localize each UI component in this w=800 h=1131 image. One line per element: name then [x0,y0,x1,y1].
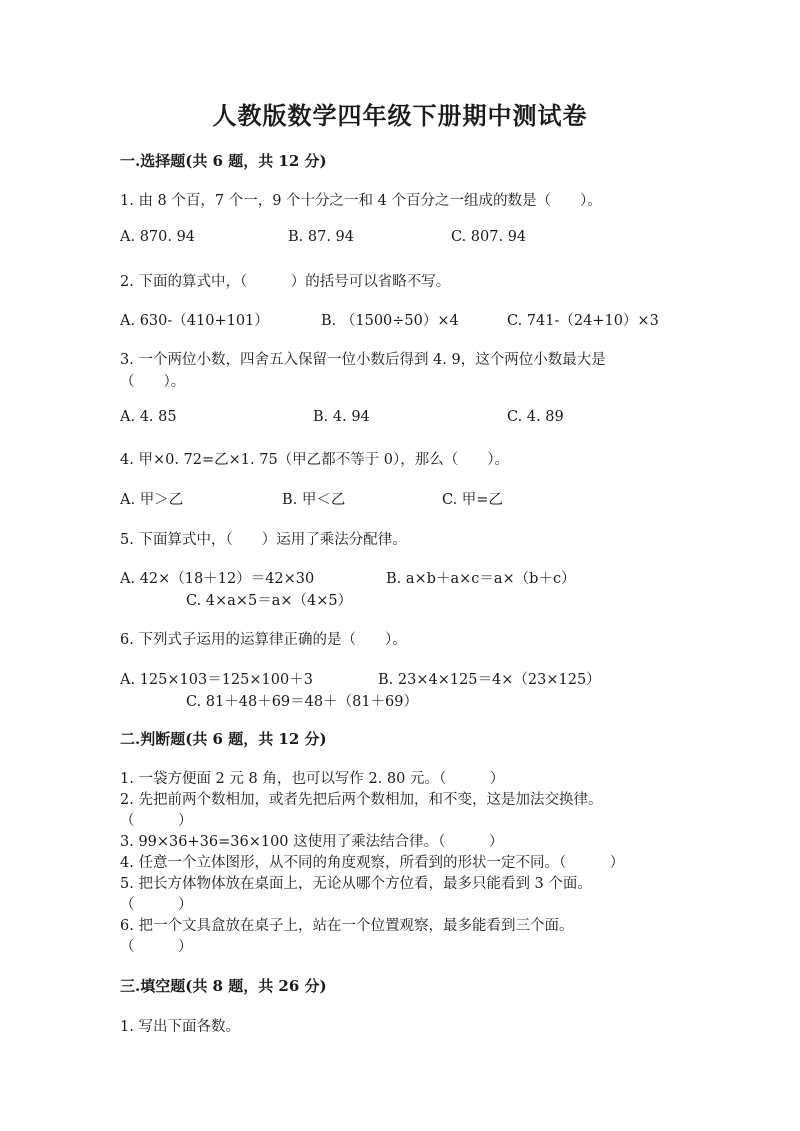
judgment-item-continued: （ ） [120,813,193,829]
option-c: C. 4. 89 [507,409,564,425]
option-a: A. 870. 94 [120,229,196,245]
option-b: B. （1500÷50）×4 [321,313,459,329]
option-c: C. 甲=乙 [442,492,503,508]
page-title: 人教版数学四年级下册期中测试卷 [212,101,588,130]
option-c: C. 741-（24+10）×3 [507,313,659,329]
question-stem: 2. 下面的算式中，（ ）的括号可以省略不写。 [120,274,451,290]
judgment-item: 2. 先把前两个数相加，或者先把后两个数相加，和不变，这是加法交换律。 [120,792,603,808]
section-heading-fill-blank: 三.填空题(共 8 题，共 26 分) [120,977,327,995]
option-a: A. 42×（18＋12）＝42×30 [120,571,315,587]
judgment-item: 1. 一袋方便面 2 元 8 角，也可以写作 2. 80 元。（ ） [120,771,505,787]
option-a: A. 125×103＝125×100＋3 [120,672,313,688]
judgment-item-continued: （ ） [120,897,193,913]
question-stem-continued: （ ）。 [120,374,186,390]
option-b: B. a×b＋a×c＝a×（b＋c） [386,571,576,587]
section-heading-judgment: 二.判断题(共 6 题，共 12 分) [120,730,327,748]
question-stem: 3. 一个两位小数，四舍五入保留一位小数后得到 4. 9，这个两位小数最大是 [120,352,606,368]
question-stem: 1. 写出下面各数。 [120,1019,240,1035]
judgment-item: 3. 99×36+36=36×100 这使用了乘法结合律。（ ） [120,834,504,850]
judgment-item: 4. 任意一个立体图形，从不同的角度观察，所看到的形状一定不同。（ ） [120,855,625,871]
judgment-item: 5. 把长方体物体放在桌面上，无论从哪个方位看，最多只能看到 3 个面。 [120,876,592,892]
option-c: C. 807. 94 [451,229,527,245]
question-stem: 4. 甲×0. 72=乙×1. 75（甲乙都不等于 0），那么（ ）。 [120,452,510,468]
option-a: A. 4. 85 [120,409,177,425]
option-b: B. 87. 94 [288,229,354,245]
option-a: A. 甲＞乙 [120,492,184,508]
option-b: B. 23×4×125＝4×（23×125） [378,672,601,688]
judgment-item-continued: （ ） [120,939,193,955]
question-stem: 5. 下面算式中，（ ）运用了乘法分配律。 [120,532,407,548]
question-stem: 6. 下列式子运用的运算律正确的是（ ）。 [120,632,407,648]
judgment-item: 6. 把一个文具盒放在桌子上，站在一个位置观察，最多能看到三个面。 [120,918,574,934]
option-b: B. 4. 94 [313,409,370,425]
option-b: B. 甲＜乙 [282,492,346,508]
option-c: C. 81＋48＋69＝48＋（81＋69） [186,694,418,710]
option-a: A. 630-（410+101） [120,313,269,329]
question-stem: 1. 由 8 个百，7 个一，9 个十分之一和 4 个百分之一组成的数是（ ）。 [120,193,602,209]
option-c: C. 4×a×5＝a×（4×5） [186,593,353,609]
section-heading-choice: 一.选择题(共 6 题，共 12 分) [120,152,327,170]
